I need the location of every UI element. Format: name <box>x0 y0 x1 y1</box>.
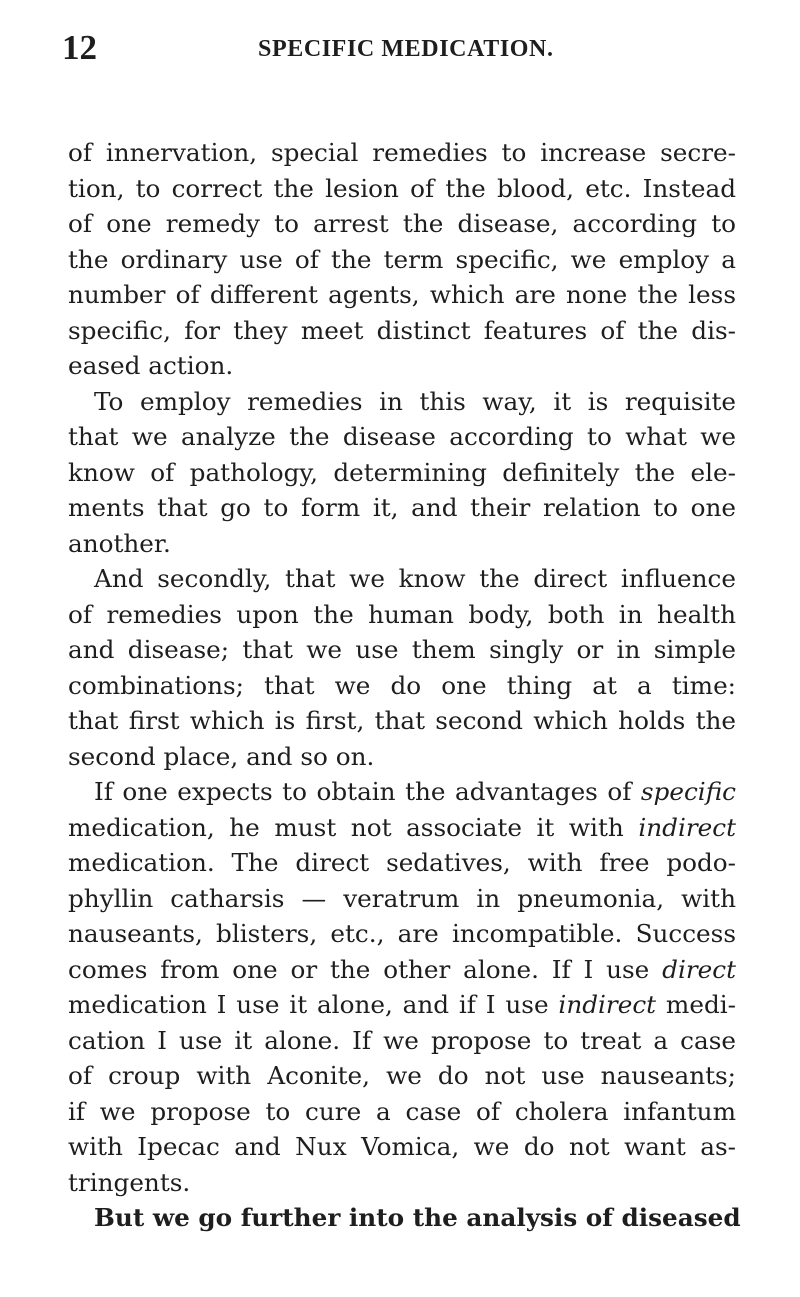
text-line <box>68 987 736 1023</box>
text-segment: medication, he must not associate it with <box>68 812 639 842</box>
text-line <box>68 810 736 846</box>
text-line: medication. The direct sedatives, with free podo- <box>68 848 736 877</box>
text-line: and disease; that we use them singly or in simple <box>68 635 736 664</box>
text-line: ments that go to form it, and their relation to one <box>68 493 736 522</box>
text-segment: comes from one or the other alone. If I use <box>68 954 663 984</box>
text-segment: medi- <box>656 990 736 1019</box>
text-line <box>68 952 736 988</box>
running-title: SPECIFIC MEDICATION. <box>258 36 554 62</box>
running-header <box>0 28 800 68</box>
text-segment: medication I use it alone, and if I use <box>68 990 559 1019</box>
text-line: of one remedy to arrest the disease, according to <box>68 209 736 238</box>
text-line: of remedies upon the human body, both in health <box>68 599 736 629</box>
paragraph-first-line: But we go further into the analysis of diseased <box>94 1203 741 1232</box>
text-line: know of pathology, determining definitely the ele- <box>68 457 736 487</box>
text-line: nauseants, blisters, etc., are incompatible. Success <box>68 919 736 948</box>
text-line: if we propose to cure a case of cholera infantum <box>68 1096 736 1126</box>
text-line: tion, to correct the lesion of the blood, etc. Instead <box>68 173 736 203</box>
text-line: that first which is first, that second which holds the <box>68 706 736 735</box>
paragraph-first-line <box>68 774 736 810</box>
paragraph-first-line: To employ remedies in this way, it is requisite <box>94 386 736 416</box>
text-line: tringents. <box>68 1167 191 1197</box>
text-line: that we analyze the disease according to what we <box>68 422 736 451</box>
text-line: number of different agents, which are none the less <box>68 280 736 309</box>
italic-term: indirect <box>638 812 736 842</box>
text-line: specific, for they meet distinct features of the dis- <box>68 315 736 345</box>
text-line: of innervation, special remedies to increase secre- <box>68 138 736 167</box>
text-line: cation I use it alone. If we propose to treat a case <box>68 1025 736 1055</box>
text-line: the ordinary use of the term specific, we employ a <box>68 244 736 274</box>
text-line: eased action. <box>68 351 234 380</box>
text-line: second place, and so on. <box>68 741 375 771</box>
body-text <box>68 135 741 1236</box>
italic-term: specific <box>640 777 736 806</box>
page-number: 12 <box>62 28 97 67</box>
text-segment: If one expects to obtain the advantages of <box>94 777 641 806</box>
text-line: combinations; that we do one thing at a time: <box>68 670 736 700</box>
text-line: another. <box>68 528 171 558</box>
text-line: with Ipecac and Nux Vomica, we do not want as- <box>68 1132 736 1161</box>
italic-term: indirect <box>558 990 657 1019</box>
text-line: phyllin catharsis — veratrum in pneumonia, with <box>68 883 736 913</box>
italic-term: direct <box>662 954 736 984</box>
paragraph-first-line: And secondly, that we know the direct influence <box>94 564 736 593</box>
text-line: of croup with Aconite, we do not use nauseants; <box>68 1061 736 1090</box>
